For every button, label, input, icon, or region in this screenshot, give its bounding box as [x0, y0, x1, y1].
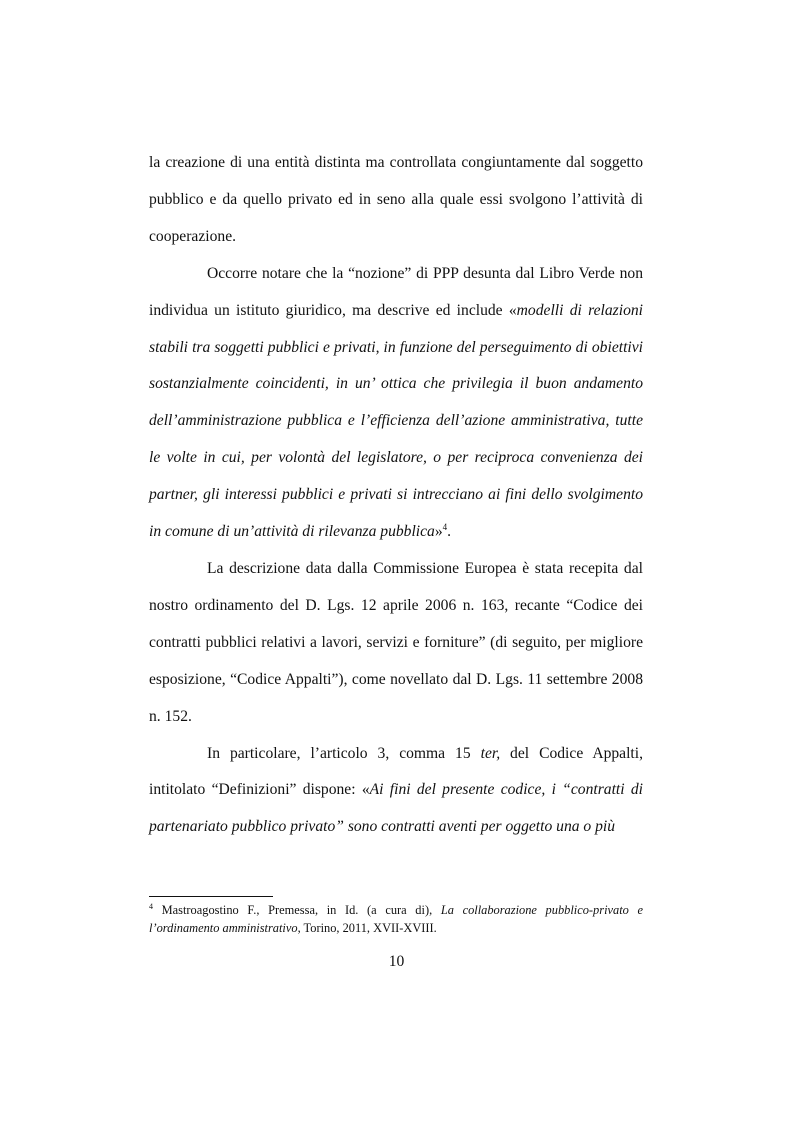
italic-text: Ai fini del presente codice, i “contratti di partenariato pubblico privato” sono contratti aventi per oggetto una o più: [149, 781, 643, 836]
paragraph-4: [149, 736, 643, 847]
text-run: .: [447, 523, 452, 541]
text-run: La descrizione data dalla Commissione Europea è stata recepita dal nostro ordinamento del D. Lgs. 12 aprile 2006 n. 163, recante “Codice dei contratti pubblici relativi a lavori, servizi e forniture” (di seguito, per migliore esposizione, “Codice Appalti”), come novellato dal D. Lgs. 11 settembre 2008 n. 152.: [149, 559, 643, 725]
text-run: Occorre notare che la “nozione” di PPP desunta dal Libro Verde non individua un istituto giuridico, ma descrive ed include «: [149, 264, 643, 319]
paragraph-2: [149, 256, 643, 551]
italic-text: ter,: [480, 744, 501, 762]
text-run: la creazione di una entità distinta ma controllata congiuntamente dal soggetto pubblico e da quello privato ed in seno alla quale essi svolgono l’attività di cooperazione.: [149, 154, 643, 245]
body-text: [149, 145, 643, 846]
footnote: [149, 902, 643, 937]
footnote-text: [149, 903, 643, 935]
italic-text: La collaborazione pubblico-privato e l’ordinamento amministrativo: [149, 903, 643, 935]
text-run: Mastroagostino F., Premessa, in Id. (a cura di),: [153, 903, 441, 917]
text-run: , Torino, 2011, XVII-XVIII.: [297, 920, 437, 935]
page-number: 10: [388, 953, 405, 970]
paragraph-3: [149, 551, 643, 736]
footnote-separator: [149, 896, 273, 897]
text-run: »: [434, 523, 443, 541]
italic-text: modelli di relazioni stabili tra soggetti pubblici e privati, in funzione del perseguimento di obiettivi sostanzialmente coincidenti, in un’ ottica che privilegia il buon andamento dell’amministrazione pubblica e l’efficienza dell’azione amministrativa, tutte le volte in cui, per volontà del legislatore, o per reciproca convenienza dei partner, gli interessi pubblici e privati si intrecciano ai fini dello svolgimento in comune di un’attività di rilevanza pubblica: [149, 301, 643, 541]
footnote-reference: 4: [442, 521, 448, 532]
footnote-mark: 4: [149, 901, 153, 911]
paragraph-1: [149, 145, 643, 256]
text-run: In particolare, l’articolo 3, comma 15: [207, 744, 481, 762]
text-run: del Codice Appalti, intitolato “Definizioni” dispone: «: [149, 744, 643, 799]
